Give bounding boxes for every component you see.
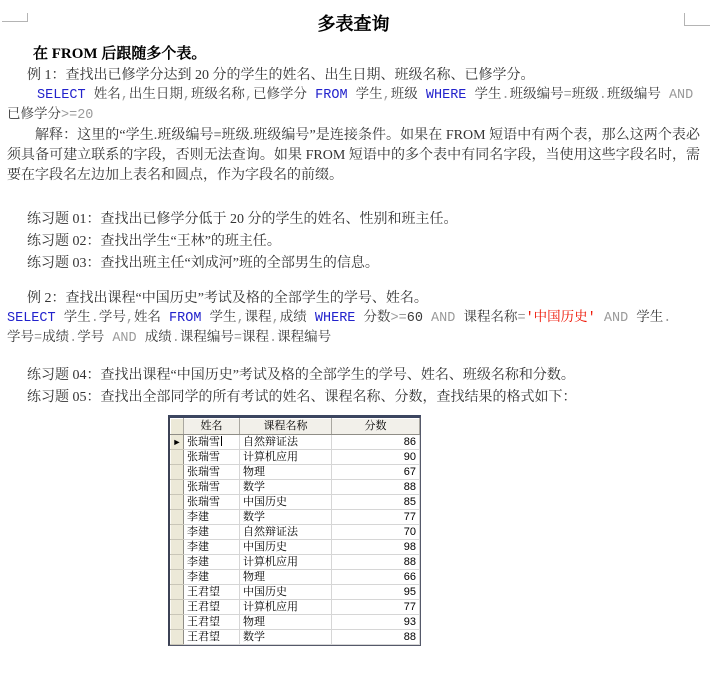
sql-token-id: 班级: [390, 88, 426, 103]
score-cell: 66: [332, 570, 420, 585]
table-row: [171, 525, 420, 540]
row-selector: [171, 630, 184, 645]
sql-token-id: 学号: [7, 331, 34, 346]
table-row: [171, 615, 420, 630]
exercise-list-b: [27, 365, 700, 409]
sql-token-op: .: [598, 88, 607, 103]
row-selector: [171, 510, 184, 525]
name-cell: 王君望: [184, 615, 240, 630]
sql-token-id: 班级名称: [190, 88, 245, 103]
sql-token-id: 姓名: [133, 311, 170, 326]
example1-intro: 例 1：查找出已修学分达到 20 分的学生的姓名、出生日期、班级名称、已修学分。: [27, 68, 535, 83]
sql-token-op: .: [171, 331, 180, 346]
row-selector: [171, 525, 184, 540]
sql-token-op: .: [663, 311, 672, 326]
row-selector: [171, 480, 184, 495]
sql-token-kw: WHERE: [314, 311, 356, 326]
name-cell: 张瑞雪: [184, 450, 240, 465]
sql-line: [37, 86, 700, 106]
sql-token-id: 出生日期: [128, 88, 183, 103]
score-cell: 86: [332, 435, 420, 450]
header-row: [171, 419, 420, 435]
sql-token-id: 学生: [466, 88, 502, 103]
table-row: [171, 600, 420, 615]
table-row: [171, 495, 420, 510]
sql-token-id: 分数: [355, 311, 391, 326]
sql-token-id: 60: [406, 311, 432, 326]
sql-token-id: 学生: [347, 88, 383, 103]
row-selector: [171, 450, 184, 465]
sql-token-id: 课程名称: [455, 311, 518, 326]
score-cell: 85: [332, 495, 420, 510]
course-cell: 物理: [240, 465, 332, 480]
table-row: [171, 540, 420, 555]
example2-intro: 例 2：查找出课程“中国历史”考试及格的全部学生的学号、姓名。: [27, 291, 428, 306]
course-cell: 数学: [240, 630, 332, 645]
sql-token-id: 已修学分: [253, 88, 316, 103]
sql-token-op: AND: [112, 331, 137, 346]
sql-token-op: AND: [431, 311, 456, 326]
row-selector: [171, 540, 184, 555]
sql-token-id: 成绩: [42, 331, 70, 346]
sql-token-kw: FROM: [169, 311, 202, 326]
course-cell: 计算机应用: [240, 450, 332, 465]
name-cell: 王君望: [184, 600, 240, 615]
sql-token-op: =: [563, 88, 572, 103]
name-cell: 李建: [184, 525, 240, 540]
score-cell: 88: [332, 480, 420, 495]
text-boundary-corner-left-icon: [2, 13, 28, 22]
exercise-item: 练习题 04：查找出课程“中国历史”考试及格的全部学生的学号、姓名、班级名称和分数。: [27, 368, 575, 383]
sql-token-op: .: [69, 331, 78, 346]
course-cell: 物理: [240, 570, 332, 585]
datasheet-frame: [168, 415, 421, 646]
course-cell: 物理: [240, 615, 332, 630]
sql-token-id: [596, 311, 604, 326]
sql-token-op: ,: [182, 88, 191, 103]
sql-token-op: .: [268, 331, 278, 346]
sql-token-id: 班级: [571, 88, 599, 103]
sql-line: [7, 309, 700, 329]
sql-token-op: >=20: [61, 108, 94, 123]
row-selector-header: [171, 419, 184, 435]
course-cell: 数学: [240, 480, 332, 495]
sql-token-id: 课程编号: [277, 331, 332, 346]
page-title: 多表查询: [317, 14, 390, 34]
name-cell: 张瑞雪: [184, 480, 240, 495]
score-cell: 77: [332, 600, 420, 615]
sql-token-id: 成绩: [279, 311, 315, 326]
course-cell: 计算机应用: [240, 555, 332, 570]
result-table-header: [171, 419, 420, 435]
name-cell: 李建: [184, 555, 240, 570]
exercise-item: 练习题 03：查找出班主任“刘成河”班的全部男生的信息。: [27, 256, 379, 271]
row-selector: [171, 570, 184, 585]
sql-token-kw: SELECT: [7, 311, 56, 326]
sql-token-op: =: [34, 331, 43, 346]
score-cell: 77: [332, 510, 420, 525]
column-header: 姓名: [184, 419, 240, 435]
name-cell: 李建: [184, 570, 240, 585]
score-cell: 98: [332, 540, 420, 555]
row-selector: [171, 555, 184, 570]
sql-token-op: .: [90, 311, 99, 326]
score-cell: 90: [332, 450, 420, 465]
sql-token-op: =: [233, 331, 242, 346]
sql-token-op: .: [501, 88, 510, 103]
current-record-arrow-icon: ►: [172, 437, 182, 447]
table-row: [171, 570, 420, 585]
table-row: [171, 510, 420, 525]
table-row: [171, 465, 420, 480]
sql-token-op: >=: [390, 311, 407, 326]
column-header: 分数: [332, 419, 420, 435]
sql-token-op: AND: [603, 311, 629, 326]
name-cell: 张瑞雪: [184, 435, 240, 450]
row-selector: [171, 600, 184, 615]
result-table-image[interactable]: [168, 415, 421, 651]
name-cell: 李建: [184, 510, 240, 525]
score-cell: 95: [332, 585, 420, 600]
name-cell: 李建: [184, 540, 240, 555]
example2-sql: [7, 309, 700, 349]
sql-token-id: 班级编号: [606, 88, 669, 103]
result-datasheet: [170, 418, 420, 645]
sql-token-id: 已修学分: [7, 108, 61, 123]
course-cell: 中国历史: [240, 495, 332, 510]
sql-line: [7, 106, 700, 126]
sql-token-str: '中国历史': [525, 311, 596, 326]
name-cell: 王君望: [184, 630, 240, 645]
document-page: [0, 13, 710, 683]
sql-token-id: 学生: [201, 311, 237, 326]
column-header: 课程名称: [240, 419, 332, 435]
sql-line: [7, 329, 700, 349]
course-cell: 自然辩证法: [240, 525, 332, 540]
table-row: [171, 480, 420, 495]
text-cursor: [221, 436, 222, 446]
sql-token-op: ,: [244, 88, 254, 103]
score-cell: 88: [332, 630, 420, 645]
sql-token-id: 学生: [628, 311, 664, 326]
table-row: [171, 630, 420, 645]
sql-token-kw: FROM: [315, 88, 348, 103]
score-cell: 70: [332, 525, 420, 540]
sql-token-kw: WHERE: [425, 88, 467, 103]
course-cell: 数学: [240, 510, 332, 525]
result-table-body: [171, 435, 420, 645]
example1-explanation: 解释：这里的“学生.班级编号=班级.班级编号”是连接条件。如果在 FROM 短语中有两个表，那么这两个表必须具备可建立联系的字段，否则无法查询。如果 FROM 短语中的多个表中有同名字段，当使用这些字段名时，需要在字段名左边加上表名和圆点，作为字段名的前缀。: [7, 128, 700, 183]
table-row: [171, 435, 420, 450]
sql-token-id: 姓名: [85, 88, 121, 103]
sql-token-id: 课程: [241, 331, 269, 346]
name-cell: 王君望: [184, 585, 240, 600]
sql-token-op: ,: [125, 311, 134, 326]
sql-token-id: 学生: [55, 311, 91, 326]
row-selector: [171, 585, 184, 600]
exercise-item: 练习题 01：查找出已修学分低于 20 分的学生的姓名、性别和班主任。: [27, 212, 458, 227]
score-cell: 88: [332, 555, 420, 570]
sql-token-id: 班级编号: [509, 88, 564, 103]
sql-token-op: ,: [271, 311, 280, 326]
sql-token-kw: SELECT: [37, 88, 86, 103]
sql-token-id: 学号: [98, 311, 126, 326]
section-heading: 在 FROM 后跟随多个表。: [33, 46, 207, 62]
name-cell: 张瑞雪: [184, 495, 240, 510]
course-cell: 计算机应用: [240, 600, 332, 615]
score-cell: 93: [332, 615, 420, 630]
score-cell: 67: [332, 465, 420, 480]
sql-token-id: 成绩: [136, 331, 172, 346]
row-selector: [171, 435, 184, 450]
table-row: [171, 450, 420, 465]
sql-token-op: AND: [668, 88, 694, 103]
exercise-list-a: [27, 209, 700, 275]
row-selector: [171, 465, 184, 480]
name-cell: 张瑞雪: [184, 465, 240, 480]
sql-token-id: 课程: [244, 311, 272, 326]
sql-token-id: 课程编号: [179, 331, 234, 346]
sql-token-op: ,: [120, 88, 129, 103]
sql-token-op: ,: [382, 88, 391, 103]
example1-sql: [7, 86, 700, 126]
table-row: [171, 555, 420, 570]
course-cell: 中国历史: [240, 585, 332, 600]
course-cell: 自然辩证法: [240, 435, 332, 450]
sql-token-op: ,: [236, 311, 245, 326]
text-boundary-corner-right-icon: [684, 13, 710, 26]
row-selector: [171, 495, 184, 510]
sql-token-id: 学号: [77, 331, 113, 346]
table-row: [171, 585, 420, 600]
course-cell: 中国历史: [240, 540, 332, 555]
row-selector: [171, 615, 184, 630]
sql-token-op: =: [517, 311, 526, 326]
exercise-item: 练习题 02：查找出学生“王林”的班主任。: [27, 234, 281, 249]
exercise-item: 练习题 05：查找出全部同学的所有考试的姓名、课程名称、分数，查找结果的格式如下：: [27, 390, 577, 405]
